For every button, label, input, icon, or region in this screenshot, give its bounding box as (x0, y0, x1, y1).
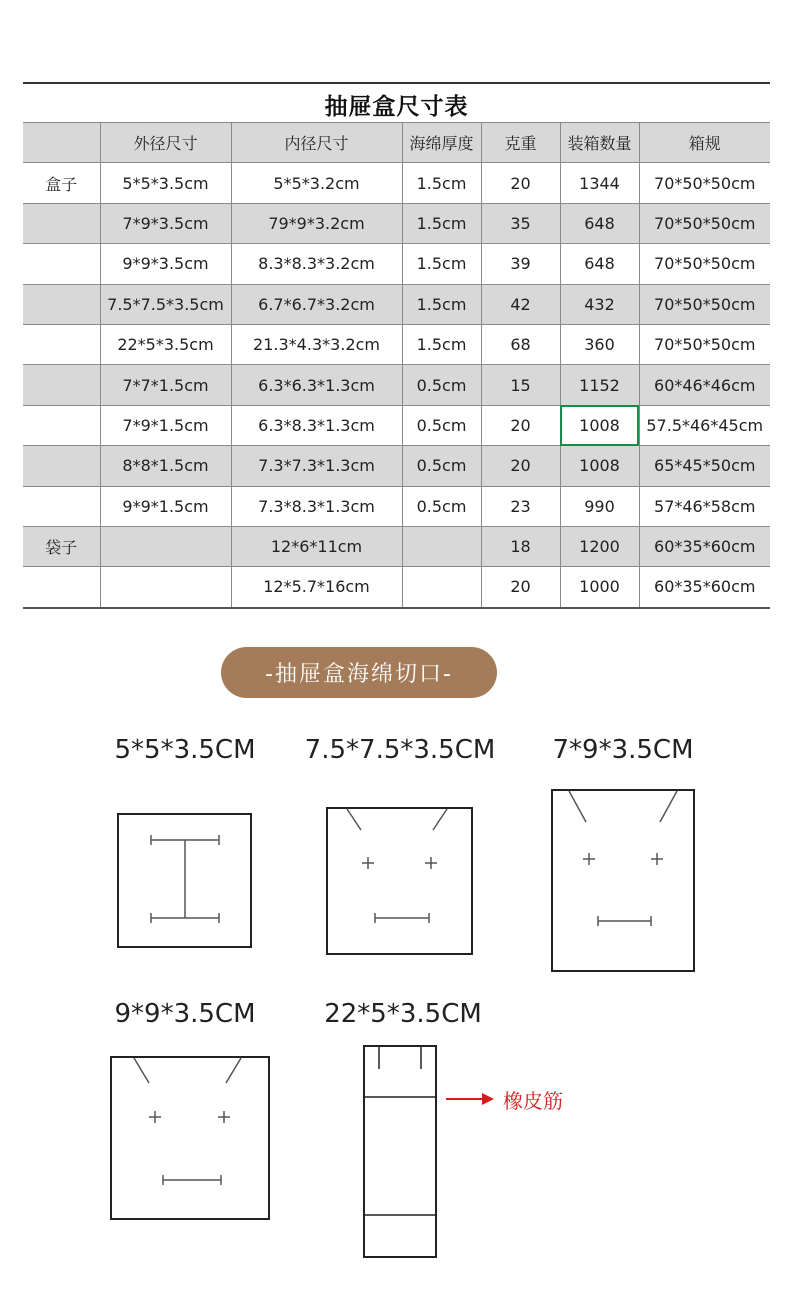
table-cell: 70*50*50cm (639, 324, 770, 364)
table-cell: 57*46*58cm (639, 486, 770, 526)
necklace-cut (569, 791, 677, 926)
table-title: 抽屉盒尺寸表 (324, 93, 469, 120)
table-cell: 70*50*50cm (639, 163, 770, 203)
table-cell: 70*50*50cm (639, 203, 770, 243)
table-cell: 9*9*1.5cm (100, 486, 231, 526)
table-cell: 5*5*3.2cm (231, 163, 402, 203)
table-cell: 68 (481, 324, 560, 364)
table-cell: 7*7*1.5cm (100, 365, 231, 405)
sponge-outline-22x5 (364, 1046, 436, 1257)
table-cell: 0.5cm (402, 365, 481, 405)
table-cell: 70*50*50cm (639, 284, 770, 324)
section-title-pill: -抽屉盒海绵切口- (221, 647, 497, 698)
table-cell: 0.5cm (402, 446, 481, 486)
table-header-cell: 箱规 (639, 123, 770, 163)
table-cell: 12*6*11cm (231, 526, 402, 566)
table-cell: 1.5cm (402, 163, 481, 203)
necklace-cut (134, 1058, 241, 1185)
table-cell: 1200 (560, 526, 639, 566)
table-cell: 60*46*46cm (639, 365, 770, 405)
table-cell: 65*45*50cm (639, 446, 770, 486)
table-cell: 42 (481, 284, 560, 324)
rubber-band-slot (364, 1047, 436, 1215)
sponge-outline-7x9 (552, 790, 694, 971)
table-cell: 60*35*60cm (639, 567, 770, 608)
table-cell: 70*50*50cm (639, 244, 770, 284)
table-cell: 5*5*3.5cm (100, 163, 231, 203)
table-header-cell: 海绵厚度 (402, 123, 481, 163)
table-cell: 79*9*3.2cm (231, 203, 402, 243)
table-cell: 360 (560, 324, 639, 364)
table-cell: 1.5cm (402, 284, 481, 324)
table-cell: 7.3*7.3*1.3cm (231, 446, 402, 486)
table-header-cell: 克重 (481, 123, 560, 163)
table-cell: 15 (481, 365, 560, 405)
table-header-cell: 外径尺寸 (100, 123, 231, 163)
i-beam-cut (151, 835, 219, 923)
table-cell: 18 (481, 526, 560, 566)
sponge-outline-7.5x7.5 (327, 808, 472, 954)
table-cell: 9*9*3.5cm (100, 244, 231, 284)
table-cell: 23 (481, 486, 560, 526)
table-cell: 57.5*46*45cm (639, 405, 770, 445)
diagram-label: 22*5*3.5CM (324, 999, 482, 1029)
table-cell: 8*8*1.5cm (100, 446, 231, 486)
diagram-label: 7.5*7.5*3.5CM (304, 735, 496, 765)
diagram-label: 9*9*3.5CM (114, 999, 256, 1029)
table-cell: 6.3*8.3*1.3cm (231, 405, 402, 445)
table-cell: 21.3*4.3*3.2cm (231, 324, 402, 364)
table-cell: 990 (560, 486, 639, 526)
table-cell: 1008 (560, 446, 639, 486)
table-cell: 1.5cm (402, 203, 481, 243)
table-cell: 20 (481, 567, 560, 608)
table-header-cell: 装箱数量 (560, 123, 639, 163)
table-cell: 袋子 (23, 526, 100, 566)
table-cell: 60*35*60cm (639, 526, 770, 566)
table-cell: 39 (481, 244, 560, 284)
rubber-band-label: 橡皮筋 (503, 1089, 563, 1113)
table-cell: 20 (481, 405, 560, 445)
table-cell: 7*9*3.5cm (100, 203, 231, 243)
table-cell: 22*5*3.5cm (100, 324, 231, 364)
table-cell: 432 (560, 284, 639, 324)
diagram-label: 7*9*3.5CM (552, 735, 694, 765)
table-cell: 35 (481, 203, 560, 243)
sponge-outline-9x9 (111, 1057, 269, 1219)
diagram-label: 5*5*3.5CM (114, 735, 256, 765)
table-header-cell: 内径尺寸 (231, 123, 402, 163)
table-cell: 6.7*6.7*3.2cm (231, 284, 402, 324)
table-cell: 6.3*6.3*1.3cm (231, 365, 402, 405)
table-cell: 7.3*8.3*1.3cm (231, 486, 402, 526)
table-cell: 7.5*7.5*3.5cm (100, 284, 231, 324)
table-cell: 648 (560, 203, 639, 243)
table-cell: 1.5cm (402, 244, 481, 284)
table-cell: 1152 (560, 365, 639, 405)
table-cell: 1344 (560, 163, 639, 203)
arrow-icon (446, 1093, 494, 1105)
table-cell: 盒子 (23, 163, 100, 203)
table-cell: 20 (481, 163, 560, 203)
table-cell: 0.5cm (402, 486, 481, 526)
table-cell: 20 (481, 446, 560, 486)
table-cell: 8.3*8.3*3.2cm (231, 244, 402, 284)
table-cell: 1008 (560, 405, 639, 445)
necklace-cut (347, 809, 447, 923)
table-cell: 1.5cm (402, 324, 481, 364)
table-cell: 1000 (560, 567, 639, 608)
table-cell: 648 (560, 244, 639, 284)
table-cell: 7*9*1.5cm (100, 405, 231, 445)
table-cell: 0.5cm (402, 405, 481, 445)
table-cell: 12*5.7*16cm (231, 567, 402, 608)
